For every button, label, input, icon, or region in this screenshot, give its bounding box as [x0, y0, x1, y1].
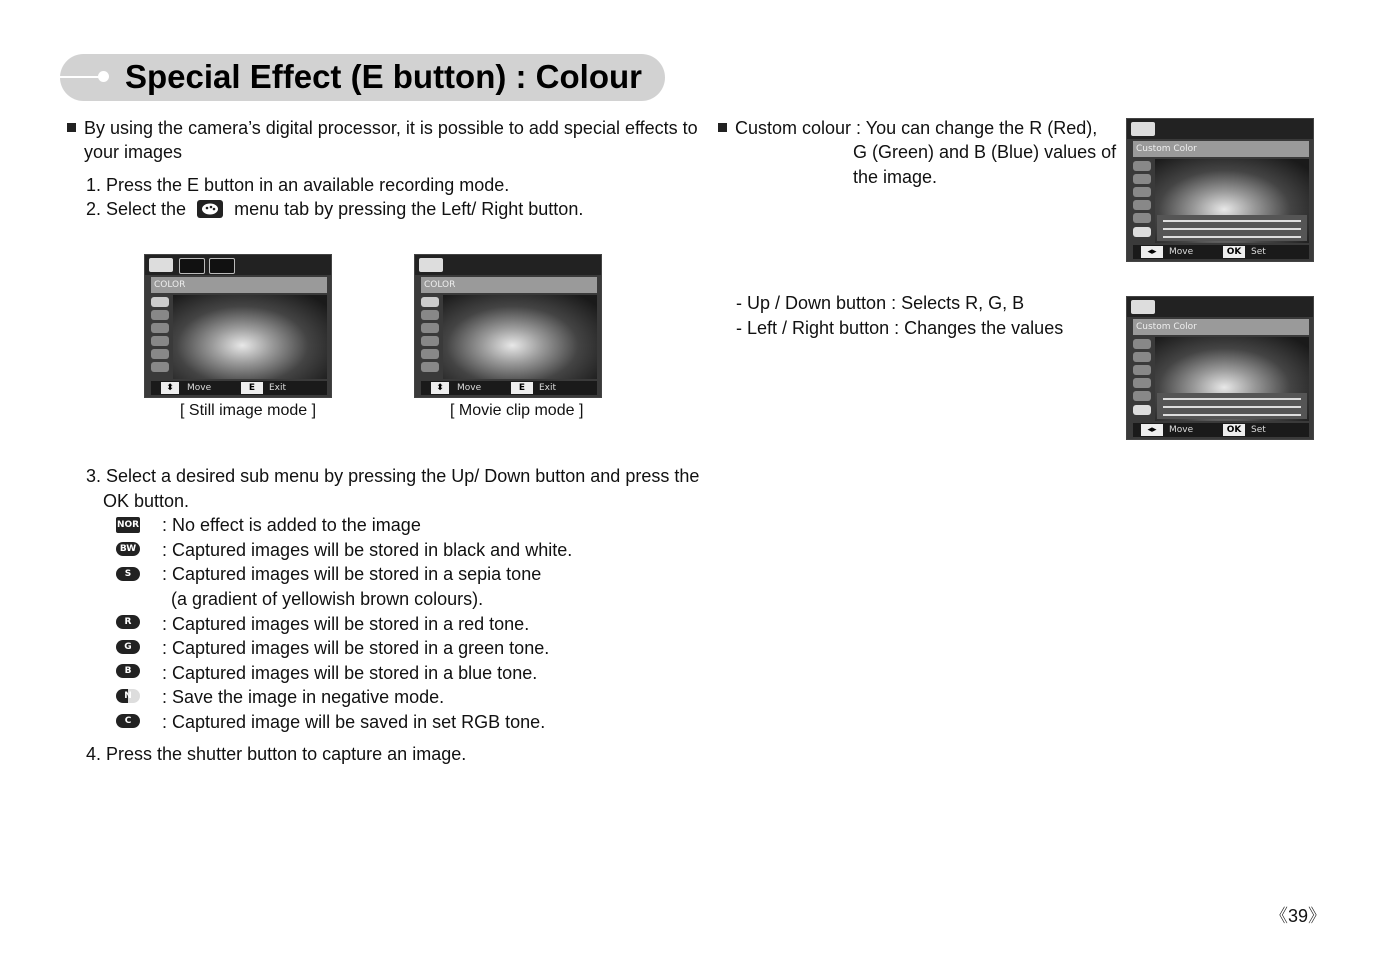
- updown-instruction: - Up / Down button : Selects R, G, B: [736, 293, 1025, 313]
- menu-sepia-icon: [421, 323, 439, 333]
- footer-exit-label: Exit: [269, 383, 287, 393]
- menu-custom-icon: [1133, 227, 1151, 237]
- menu-sepia-icon: [1133, 161, 1151, 171]
- blue-icon: B: [116, 664, 140, 678]
- green-icon: G: [116, 640, 140, 654]
- effect-sepia-note: (a gradient of yellowish brown colours).: [171, 589, 484, 609]
- menu-blue-icon: [1133, 378, 1151, 388]
- menu-blue-icon: [421, 362, 439, 372]
- nor-icon: NOR: [116, 517, 140, 533]
- menu-negative-icon: [1133, 213, 1151, 223]
- color-tab-icon: [197, 200, 223, 218]
- title-dot-decoration: [98, 71, 109, 82]
- negative-icon: N: [116, 689, 140, 703]
- footer-exit-label: Exit: [539, 383, 557, 393]
- effect-bw-text: : Captured images will be stored in black and white.: [162, 540, 573, 560]
- red-slider: [1163, 220, 1301, 222]
- custom-colour-line-2: G (Green) and B (Blue) values of: [853, 142, 1117, 162]
- color-tab-icon: [1131, 122, 1155, 136]
- menu-green-icon: [421, 349, 439, 359]
- red-icon: R: [116, 615, 140, 629]
- menu-custom-icon: [1133, 405, 1151, 415]
- screen-footer: [1133, 423, 1309, 437]
- color-tab-icon: [1131, 300, 1155, 314]
- blue-slider: [1163, 236, 1301, 238]
- custom-colour-line-3: the image.: [853, 167, 938, 187]
- screen-footer: [1133, 245, 1309, 259]
- menu-red-icon: [151, 336, 169, 346]
- page-title: Special Effect (E button) : Colour: [125, 58, 642, 95]
- updown-arrows-icon: ⬍: [431, 382, 449, 394]
- footer-move-label: Move: [1169, 425, 1194, 435]
- green-slider: [1163, 406, 1301, 408]
- menu-green-icon: [1133, 187, 1151, 197]
- bw-icon: BW: [116, 542, 140, 556]
- footer-e-key: E: [241, 382, 263, 394]
- effect-negative-text: : Save the image in negative mode.: [162, 687, 445, 707]
- menu-sepia-icon: [1133, 339, 1151, 349]
- step-2: 2. Select the menu tab by pressing the Left/ Right button.: [86, 199, 584, 219]
- square-bullet-icon: [67, 123, 76, 132]
- footer-ok-key: OK: [1223, 424, 1245, 436]
- blue-slider: [1163, 414, 1301, 416]
- menu-blue-icon: [151, 362, 169, 372]
- step-3-line-1: 3. Select a desired sub menu by pressing the Up/ Down button and press the: [86, 466, 700, 486]
- caption-still: [ Still image mode ]: [180, 402, 317, 419]
- effect-nor-text: : No effect is added to the image: [162, 515, 421, 535]
- caption-movie: [ Movie clip mode ]: [450, 402, 584, 419]
- screen-menu-label: Custom Color: [1133, 141, 1309, 157]
- leftright-arrows-icon: ◂▸: [1141, 424, 1163, 436]
- menu-red-icon: [421, 336, 439, 346]
- sepia-icon: S: [116, 567, 140, 581]
- menu-green-icon: [1133, 365, 1151, 375]
- screen-menu-label: COLOR: [151, 277, 327, 293]
- footer-set-label: Set: [1251, 425, 1266, 435]
- step-3-line-2: OK button.: [103, 491, 190, 511]
- updown-arrows-icon: ⬍: [161, 382, 179, 394]
- custom-rgb-icon: C: [116, 714, 140, 728]
- menu-sepia-icon: [151, 323, 169, 333]
- color-tab-icon: [419, 258, 443, 272]
- footer-move-label: Move: [457, 383, 482, 393]
- effect-blue-text: : Captured images will be stored in a blue tone.: [162, 663, 538, 683]
- footer-ok-key: OK: [1223, 246, 1245, 258]
- footer-move-label: Move: [187, 383, 212, 393]
- menu-red-icon: [1133, 352, 1151, 362]
- screen-menu-label: Custom Color: [1133, 319, 1309, 335]
- camera-tab-icon: [209, 258, 235, 274]
- menu-nor-icon: [151, 297, 169, 307]
- effect-green-text: : Captured images will be stored in a green tone.: [162, 638, 550, 658]
- footer-set-label: Set: [1251, 247, 1266, 257]
- menu-blue-icon: [1133, 200, 1151, 210]
- menu-negative-icon: [1133, 391, 1151, 401]
- leftright-instruction: - Left / Right button : Changes the values: [736, 318, 1064, 338]
- step-4: 4. Press the shutter button to capture an image.: [86, 744, 467, 764]
- intro-line-2: your images: [84, 142, 183, 162]
- step-1: 1. Press the E button in an available recording mode.: [86, 175, 510, 195]
- menu-red-icon: [1133, 174, 1151, 184]
- screen-footer: [421, 381, 597, 395]
- screen-menu-label: COLOR: [421, 277, 597, 293]
- still-mode-screen: [144, 254, 332, 398]
- rgb-sliders: [1157, 393, 1307, 419]
- sample-photo: [173, 295, 327, 379]
- page-number: 《39》: [1269, 906, 1326, 926]
- square-bullet-icon: [718, 123, 727, 132]
- sample-photo: [443, 295, 597, 379]
- movie-mode-screen: [414, 254, 602, 398]
- screen-footer: [151, 381, 327, 395]
- sharpness-tab-icon: [179, 258, 205, 274]
- footer-e-key: E: [511, 382, 533, 394]
- menu-bw-icon: [151, 310, 169, 320]
- color-tab-icon: [149, 258, 173, 272]
- menu-green-icon: [151, 349, 169, 359]
- effect-sepia-text: : Captured images will be stored in a sepia tone: [162, 564, 542, 584]
- green-slider: [1163, 228, 1301, 230]
- footer-move-label: Move: [1169, 247, 1194, 257]
- custom-color-screen-1: [1126, 118, 1314, 262]
- menu-nor-icon: [421, 297, 439, 307]
- menu-bw-icon: [421, 310, 439, 320]
- red-slider: [1163, 398, 1301, 400]
- custom-colour-line-1: Custom colour : You can change the R (Red),: [718, 116, 1097, 140]
- intro-line-1: By using the camera’s digital processor, it is possible to add special effects to: [67, 116, 698, 140]
- effect-custom-text: : Captured image will be saved in set RGB tone.: [162, 712, 546, 732]
- rgb-sliders: [1157, 215, 1307, 241]
- leftright-arrows-icon: ◂▸: [1141, 246, 1163, 258]
- custom-color-screen-2: [1126, 296, 1314, 440]
- effect-red-text: : Captured images will be stored in a red tone.: [162, 614, 530, 634]
